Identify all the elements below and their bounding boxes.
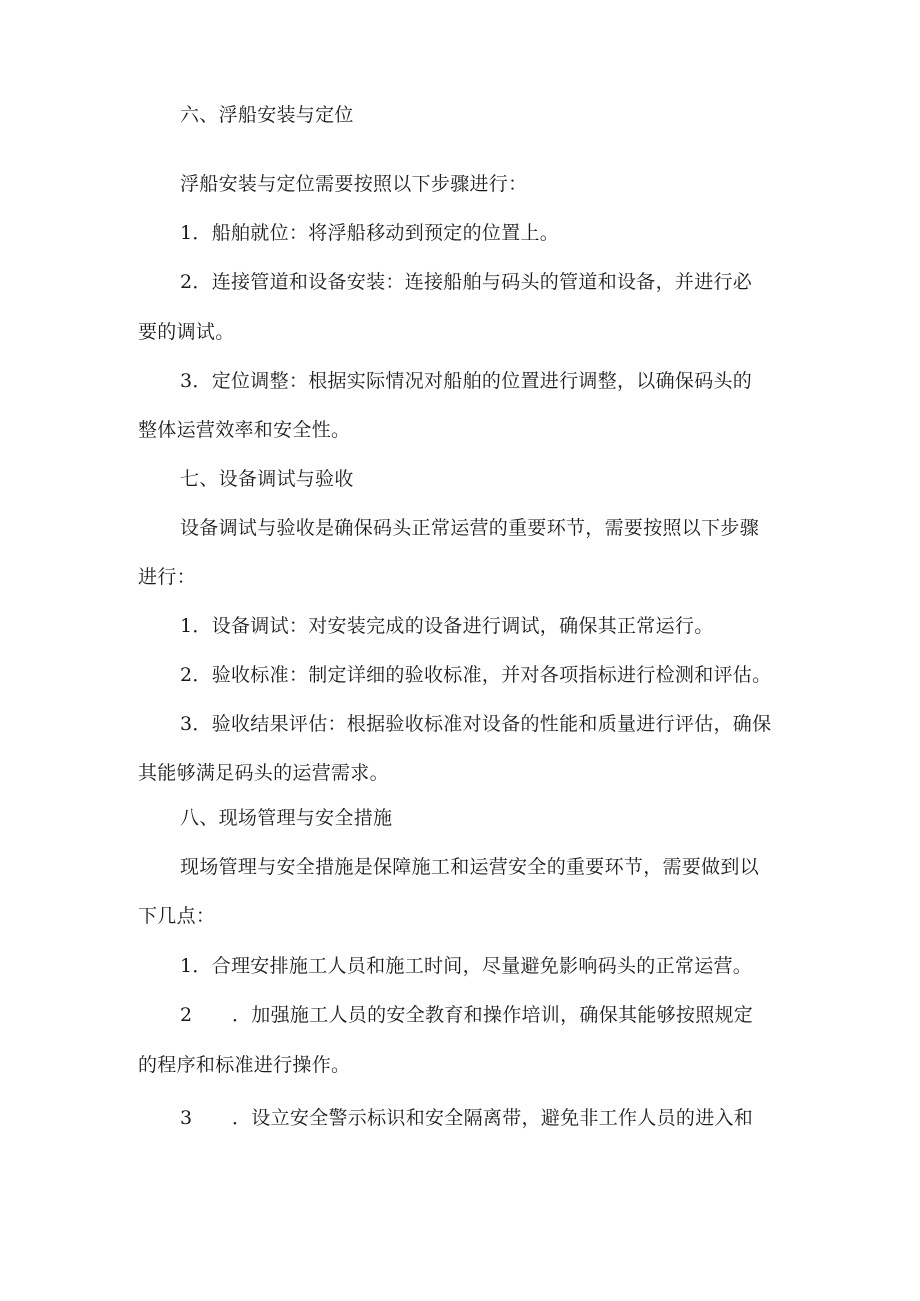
- paragraph: 现场管理与安全措施是保障施工和运营安全的重要环节，需要做到以: [180, 856, 760, 878]
- paragraph: 浮船安装与定位需要按照以下步骤进行：: [180, 173, 528, 195]
- list-item-text: ．设立安全警示标识和安全隔离带，避免非工作人员的进入和: [232, 1107, 754, 1129]
- list-item-continuation: 其能够满足码头的运营需求。: [138, 762, 389, 784]
- list-item-continuation: 的程序和标准进行操作。: [138, 1054, 351, 1076]
- paragraph: 设备调试与验收是确保码头正常运营的重要环节，需要按照以下步骤: [180, 517, 760, 539]
- list-item-continuation: 要的调试。: [138, 321, 235, 343]
- section-heading: 八、现场管理与安全措施: [180, 807, 393, 829]
- list-number: 2: [180, 1004, 193, 1026]
- list-item: 2．连接管道和设备安装：连接船舶与码头的管道和设备，并进行必: [180, 271, 753, 293]
- list-item: 1．设备调试：对安装完成的设备进行调试，确保其正常运行。: [180, 615, 714, 637]
- section-heading: 七、设备调试与验收: [180, 468, 354, 490]
- paragraph-continuation: 进行：: [138, 566, 196, 588]
- list-item: 3．验收结果评估：根据验收标准对设备的性能和质量进行评估，确保: [180, 713, 772, 735]
- list-item-continuation: 整体运营效率和安全性。: [138, 419, 351, 441]
- paragraph-continuation: 下几点：: [138, 905, 216, 927]
- section-heading: 六、浮船安装与定位: [180, 104, 354, 126]
- list-number: 3: [180, 1107, 193, 1129]
- list-item: [180, 1106, 753, 1130]
- list-item: 1．合理安排施工人员和施工时间，尽量避免影响码头的正常运营。: [180, 955, 753, 977]
- list-item: 3．定位调整：根据实际情况对船舶的位置进行调整，以确保码头的: [180, 370, 753, 392]
- list-item-text: ．加强施工人员的安全教育和操作培训，确保其能够按照规定: [232, 1004, 754, 1026]
- list-item: 1．船舶就位：将浮船移动到预定的位置上。: [180, 222, 560, 244]
- list-item: 2．验收标准：制定详细的验收标准，并对各项指标进行检测和评估。: [180, 664, 772, 686]
- list-item: [180, 1003, 753, 1027]
